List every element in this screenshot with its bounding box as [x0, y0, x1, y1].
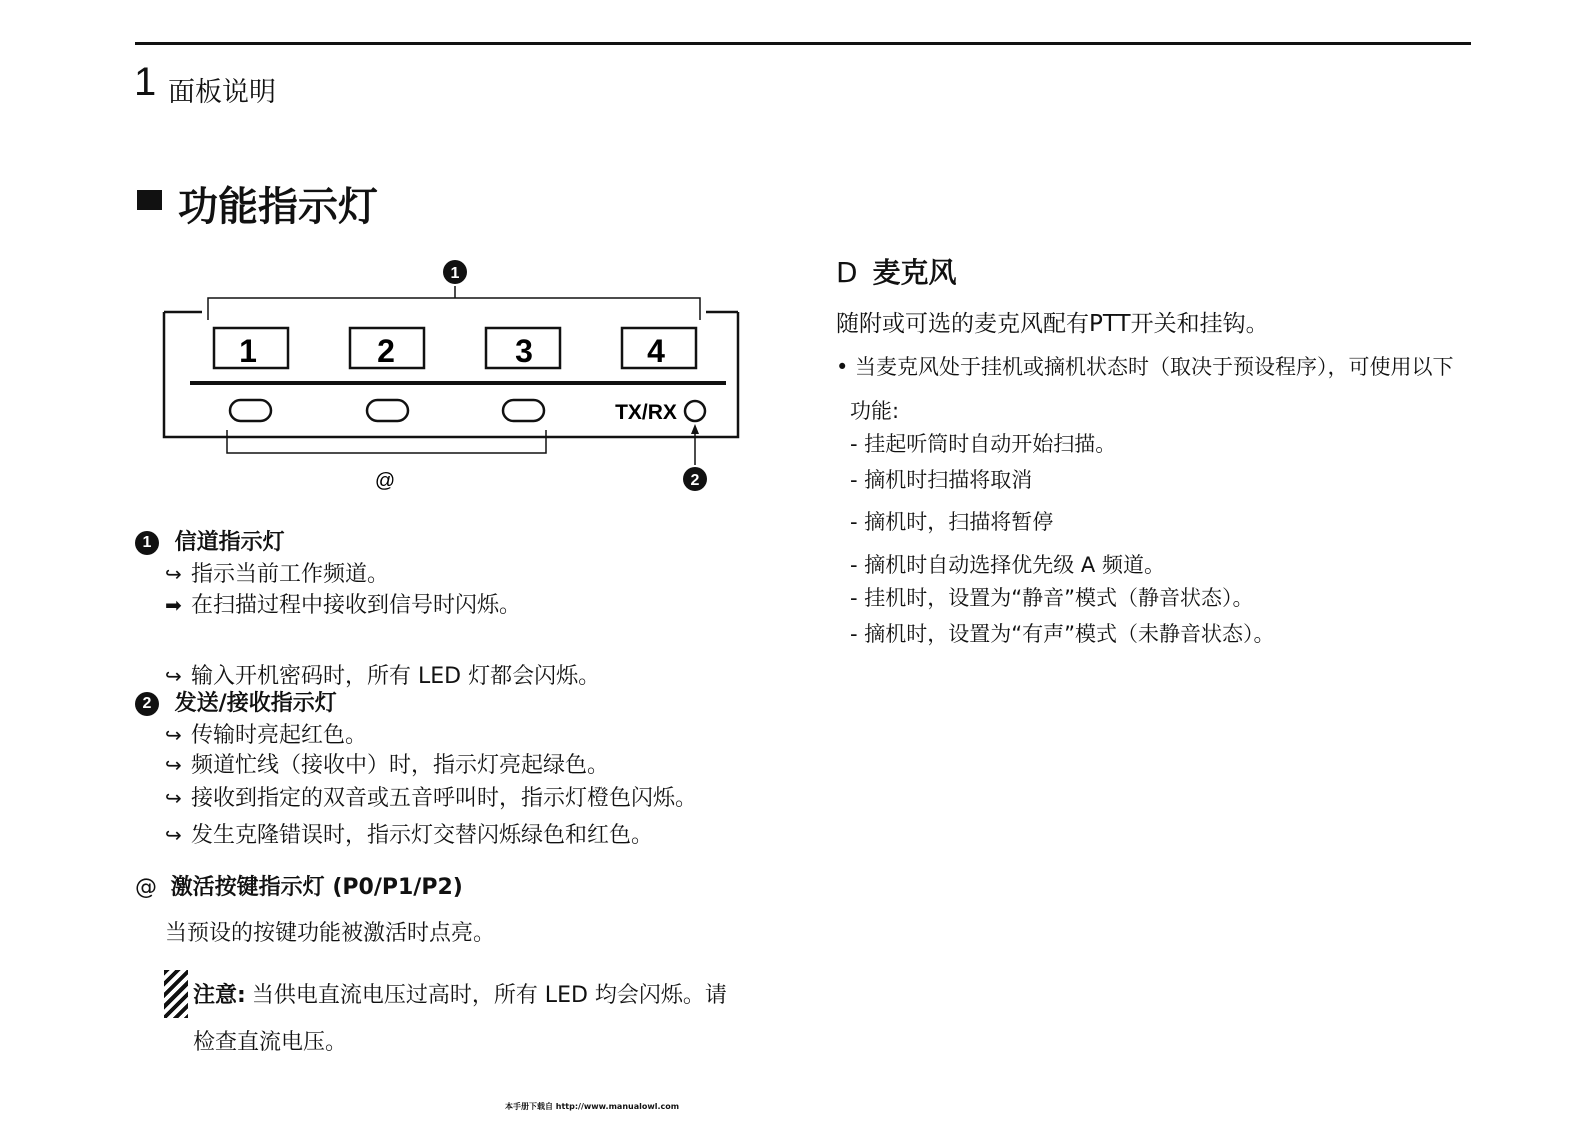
- hook-arrow-icon: ↪: [165, 723, 182, 747]
- mic-list-item: - 摘机时自动选择优先级 A 频道。: [850, 553, 1165, 577]
- list-item: ↪ 接收到指定的双音或五音呼叫时，指示灯橙色闪烁。: [165, 786, 698, 811]
- txrx-label: TX/RX: [615, 401, 677, 424]
- mic-list-item: - 挂起听筒时自动开始扫描。: [850, 432, 1117, 456]
- key-led-p2-icon: [503, 400, 544, 421]
- mic-list-item: - 摘机时扫描将取消: [850, 468, 1033, 492]
- note-icon: [164, 970, 188, 1018]
- hook-arrow-icon: ↪: [165, 786, 182, 810]
- mic-intro: 随附或可选的麦克风配有PTT开关和挂钩。: [836, 311, 1269, 337]
- footer-source: 本手册下载自 http://www.manualowl.com: [505, 1102, 680, 1111]
- key-led-p1-icon: [367, 400, 408, 421]
- badge-2-icon: 2: [135, 692, 159, 716]
- hook-arrow-icon: ↪: [165, 823, 182, 847]
- mic-heading-title: 麦克风: [872, 256, 957, 289]
- hook-arrow-icon: ↪: [165, 664, 182, 688]
- list-item: ↪ 输入开机密码时，所有 LED 灯都会闪烁。: [165, 664, 601, 689]
- key-label-4: 4: [647, 333, 665, 369]
- txrx-indicator-title: 发送/接收指示灯: [174, 691, 337, 716]
- txrx-led-icon: [685, 401, 705, 421]
- key-label-2: 2: [377, 333, 395, 369]
- list-item: ↪ 发生克隆错误时，指示灯交替闪烁绿色和红色。: [165, 823, 654, 848]
- key-indicator-desc: 当预设的按键功能被激活时点亮。: [165, 921, 496, 946]
- top-rule: [135, 42, 1471, 45]
- key-label-3: 3: [515, 333, 533, 369]
- note-label: 注意:: [193, 983, 246, 1008]
- mic-bullet-line-2: 功能:: [850, 399, 900, 423]
- callout-1-label: 1: [450, 265, 460, 282]
- chapter-number: 1: [134, 60, 157, 104]
- section-square-icon: [137, 190, 162, 210]
- badge-1-icon: 1: [135, 531, 159, 555]
- key-label-1: 1: [239, 333, 257, 369]
- note-line-2: 检查直流电压。: [193, 1030, 348, 1055]
- channel-indicator-heading: [135, 525, 285, 556]
- mic-list-item: - 摘机时，设置为“有声”模式（未静音状态）。: [850, 622, 1275, 646]
- mic-heading: [836, 251, 956, 291]
- mic-heading-letter: D: [836, 256, 858, 289]
- key-indicator-heading: [135, 870, 463, 901]
- mic-list-item: - 摘机时，扫描将暂停: [850, 510, 1054, 534]
- key-led-p0-icon: [230, 400, 271, 421]
- channel-indicator-title: 信道指示灯: [174, 530, 285, 555]
- arrow-up-icon: [691, 424, 699, 434]
- list-item: ↪ 指示当前工作频道。: [165, 562, 390, 587]
- hook-arrow-icon: ↪: [165, 562, 182, 586]
- txrx-indicator-heading: [135, 686, 337, 717]
- hook-arrow-icon: ↪: [165, 753, 182, 777]
- note-line-1: 注意: 当供电直流电压过高时，所有 LED 均会闪烁。请: [193, 983, 727, 1008]
- channel-bracket: [208, 298, 700, 320]
- list-item: ↪ 频道忙线（接收中）时，指示灯亮起绿色。: [165, 753, 610, 778]
- callout-2-label: 2: [690, 472, 700, 489]
- chapter-title: 面板说明: [168, 77, 276, 108]
- arrow-right-icon: ➡: [165, 593, 182, 617]
- at-label: @: [374, 470, 396, 492]
- section-title: 功能指示灯: [178, 184, 378, 230]
- front-panel-diagram: [150, 250, 760, 500]
- at-marker: @: [135, 875, 157, 900]
- key-indicator-title: 激活按键指示灯 (P0/P1/P2): [170, 875, 463, 900]
- key-led-bracket: [227, 430, 546, 453]
- list-item: ➡ 在扫描过程中接收到信号时闪烁。: [165, 593, 522, 618]
- list-item: ↪ 传输时亮起红色。: [165, 723, 368, 748]
- mic-list-item: - 挂机时，设置为“静音”模式（静音状态）。: [850, 586, 1254, 610]
- mic-bullet-line-1: • 当麦克风处于挂机或摘机状态时（取决于预设程序），可使用以下: [836, 355, 1454, 379]
